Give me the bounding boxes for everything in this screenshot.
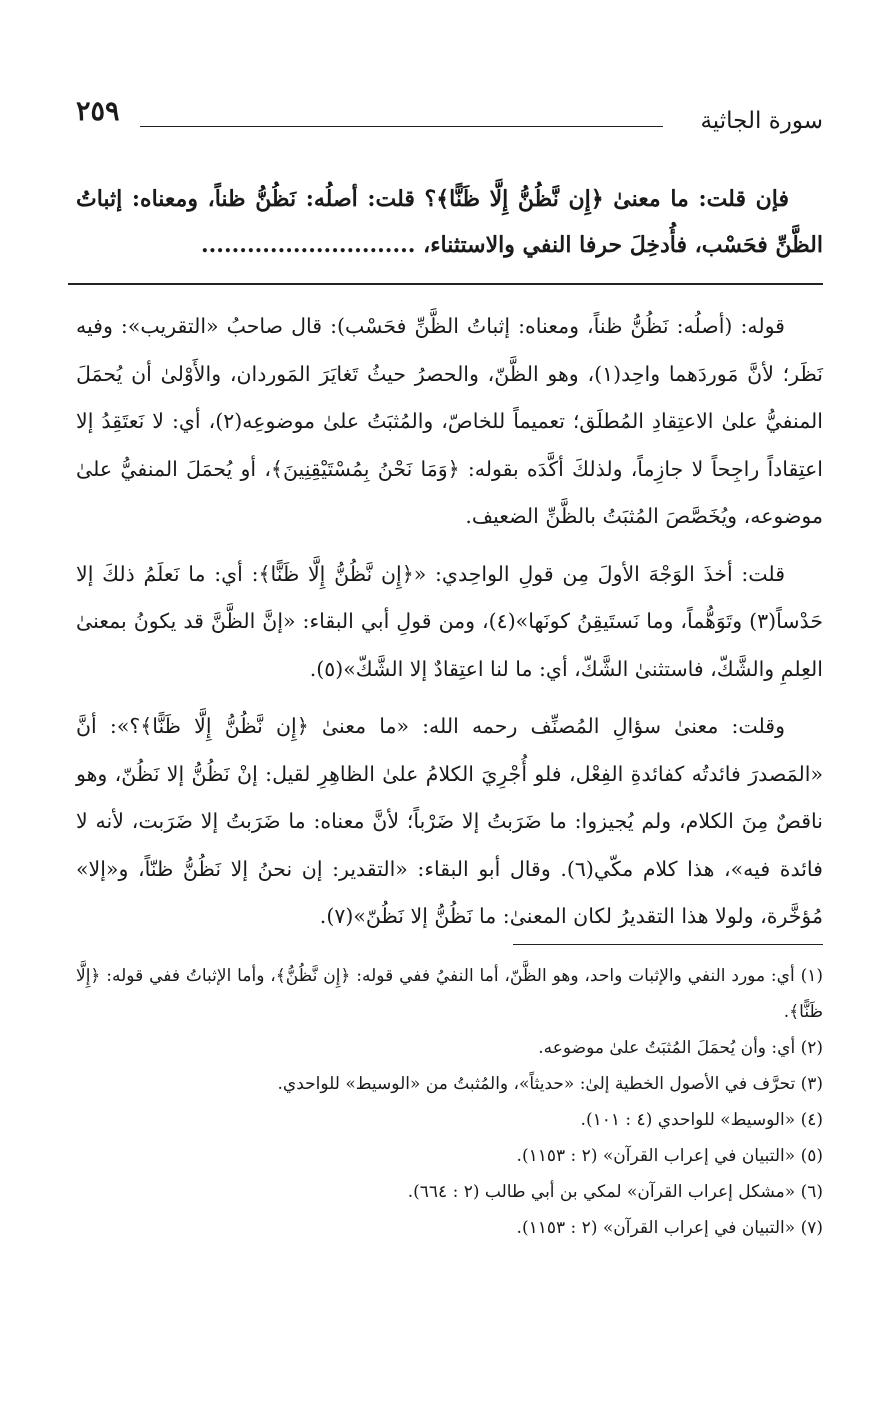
footnotes	[76, 958, 823, 1246]
running-header	[76, 96, 823, 158]
footnote: (١) أي: مورد النفي والإثبات واحد، وهو الظَّنّ، أما النفيُ ففي قوله: ﴿إِن نَّظُنُّ﴾، وأما الإثباتُ ففي قوله: ﴿إِلَّا ظَنًّا﴾.	[76, 966, 823, 1022]
main-text-divider	[68, 283, 823, 285]
footnote: (٢) أي: وأن يُحمَلَ المُثبَتُ علىٰ موضوعه.	[538, 1038, 823, 1058]
footnote-divider	[513, 944, 823, 945]
footnote: (٣) تحرَّف في الأصول الخطية إلىٰ: «حديثاً»، والمُثبتُ من «الوسيط» للواحدي.	[277, 1074, 823, 1094]
main-text-paragraph: فإن قلت: ما معنىٰ ﴿إِن نَّظُنُّ إِلَّا ظَنًّا﴾؟ قلت: أصلُه: نَظُنُّ ظناً، ومعناه: إثباتُ الظَّنِّ فحَسْب، فأُدخِلَ حرفا النفي والاستثناء، ............................	[76, 186, 823, 258]
commentary-paragraph: وقلت: معنىٰ سؤالِ المُصنِّف رحمه الله: «ما معنىٰ ﴿إِن نَّظُنُّ إِلَّا ظَنًّا﴾؟»: أنَّ «المَصدرَ فائدتُه كفائدةِ الفِعْل، فلو أُجْرِيَ الكلامُ علىٰ الظاهِرِ لقيل: إنْ نَظُنُّ إلا نَظُنّ، وهو ناقصٌ مِنَ الكلام، ولم يُجيزوا: ما ضَرَبتُ إلا ضَرْباً؛ لأنَّ معناه: ما ضَرَبتُ إلا ضَرَبت، لأنه لا فائدة فيه»، هذا كلام مكّي(٦). وقال أبو البقاء: «التقدير: إن نحنُ إلا نَظُنُّ ظنّاً، و«إلا» مُؤخَّرة، ولولا هذا التقديرُ لكان المعنىٰ: ما نَظُنُّ إلا نَظُنّ»(٧).	[76, 714, 823, 928]
header-rule	[140, 126, 663, 127]
main-text	[76, 176, 823, 268]
footnote: (٤) «الوسيط» للواحدي (٤ : ١٠١).	[580, 1110, 823, 1130]
surah-title: سورة الجاثية	[700, 108, 823, 134]
page-number: ٢٥٩	[76, 96, 120, 127]
footnote: (٦) «مشكل إعراب القرآن» لمكي بن أبي طالب (٢ : ٦٦٤).	[407, 1182, 823, 1202]
footnote: (٧) «التبيان في إعراب القرآن» (٢ : ١١٥٣).	[516, 1218, 823, 1238]
commentary-paragraph: قلت: أخذَ الوَجْهَ الأولَ مِن قولِ الواحِدي: «﴿إِن نَّظُنُّ إِلَّا ظَنًّا﴾: أي: ما نَعلَمُ ذلكَ إلا حَدْساً(٣) وتَوَهُّماً، وما نَستَيقِنُ كونَها»(٤)، ومن قولِ أبي البقاء: «إنَّ الظَّنَّ قد يكونُ بمعنىٰ العِلمِ والشَّكّ، فاستثنىٰ الشَّكّ، أي: ما لنا اعتِقادٌ إلا الشَّكّ»(٥).	[76, 561, 823, 681]
commentary-paragraph: قوله: (أصلُه: نَظُنُّ ظناً، ومعناه: إثباتُ الظَّنِّ فحَسْب): قال صاحبُ «التقريب»: وفيه نَظَر؛ لأنَّ مَوردَهما واحِد(١)، وهو الظَّنّ، والحصرُ حيثُ تَغايَرَ المَوردان، والأَوْلىٰ أن يُحمَلَ المنفيُّ علىٰ الاعتِقادِ المُطلَق؛ تعميماً للخاصّ، والمُثبَتُ علىٰ موضوعِه(٢)، أي: لا نَعتَقِدُ إلا اعتِقاداً راجِحاً لا جازِماً، ولذلكَ أكَّدَه بقوله: ﴿وَمَا نَحْنُ بِمُسْتَيْقِنِينَ﴾، أو يُحمَلَ المنفيُّ علىٰ موضوعه، ويُخَصَّصَ المُثبَتُ بالظَّنِّ الضعيف.	[76, 314, 823, 528]
commentary	[76, 303, 823, 951]
footnote: (٥) «التبيان في إعراب القرآن» (٢ : ١١٥٣).	[516, 1146, 823, 1166]
